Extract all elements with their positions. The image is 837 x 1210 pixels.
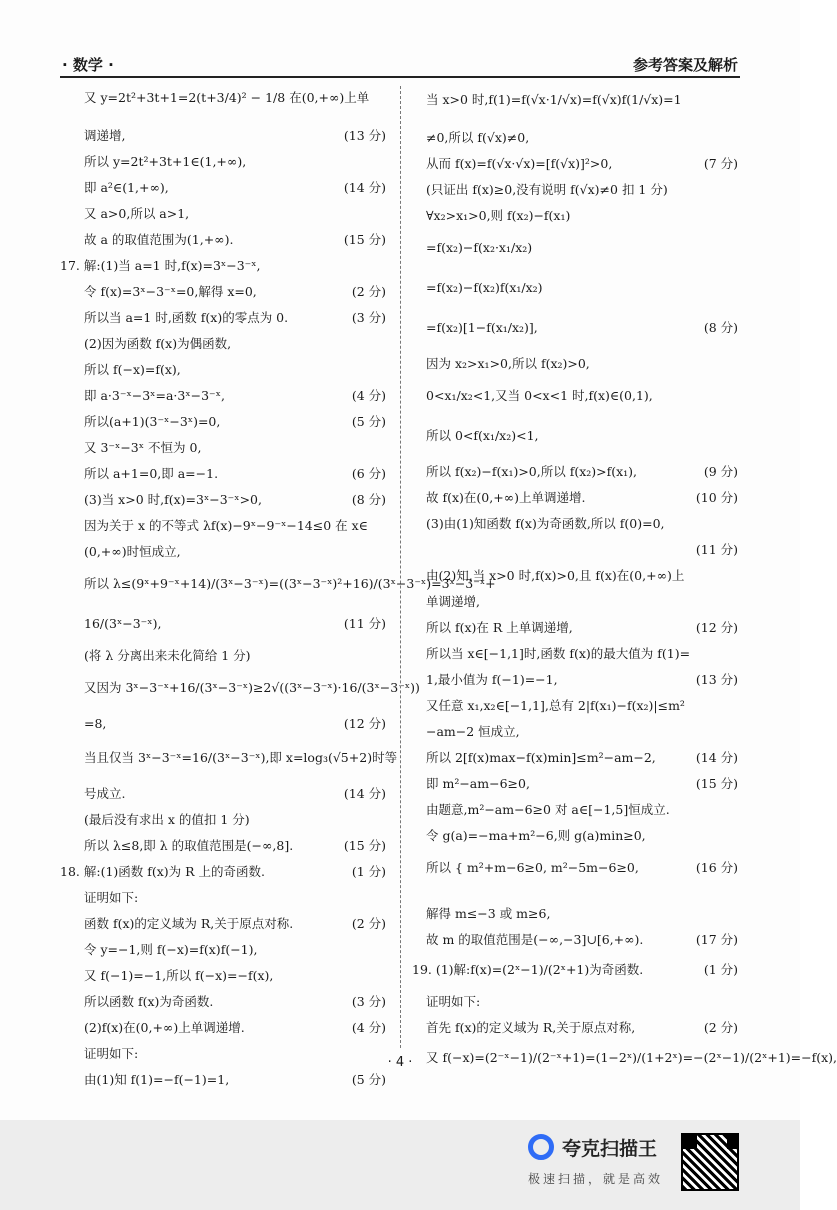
line-text: 证明如下: xyxy=(84,1046,139,1061)
line-text: (最后没有求出 x 的值扣 1 分) xyxy=(84,812,250,827)
score-mark: (10 分) xyxy=(695,490,738,505)
line-text: 从而 f(x)=f(√x·√x)=[f(√x)]²>0, xyxy=(426,156,613,171)
text-line xyxy=(60,968,390,986)
line-text: =8, xyxy=(84,716,107,731)
line-text: 所以 f(−x)=f(x), xyxy=(84,362,181,377)
line-text: 由(2)知,当 x>0 时,f(x)>0,且 f(x)在(0,+∞)上 xyxy=(426,568,685,583)
line-text: 又因为 3ˣ−3⁻ˣ+16/(3ˣ−3⁻ˣ)≥2√((3ˣ−3⁻ˣ)·16/(3ˣ−3⁻ˣ)) xyxy=(84,680,420,695)
text-line xyxy=(60,648,390,666)
text-line xyxy=(60,716,390,734)
score-mark: (2 分) xyxy=(703,1020,738,1035)
line-text: 所以(a+1)(3⁻ˣ−3ˣ)=0, xyxy=(84,414,221,429)
text-line xyxy=(60,890,390,908)
text-line xyxy=(60,258,390,276)
line-text: =f(x₂)−f(x₂)f(x₁/x₂) xyxy=(426,280,543,295)
text-line xyxy=(412,542,742,560)
score-mark: (14 分) xyxy=(695,750,738,765)
text-line xyxy=(60,232,390,250)
text-line xyxy=(60,362,390,380)
line-text: (只证出 f(x)≥0,没有说明 f(√x)≠0 扣 1 分) xyxy=(426,182,668,197)
text-line xyxy=(412,1020,742,1038)
text-line xyxy=(412,428,742,446)
brand-slogan: 极速扫描，就是高效 xyxy=(528,1172,664,1186)
score-mark: (2 分) xyxy=(351,916,386,931)
line-text: 所以 λ≤8,即 λ 的取值范围是(−∞,8]. xyxy=(84,838,294,853)
line-text: 令 y=−1,则 f(−x)=f(x)f(−1), xyxy=(84,942,258,957)
line-text: (3)当 x>0 时,f(x)=3ˣ−3⁻ˣ>0, xyxy=(84,492,262,507)
text-line xyxy=(60,336,390,354)
score-mark: (1 分) xyxy=(351,864,386,879)
line-text: 又 a>0,所以 a>1, xyxy=(84,206,190,221)
score-mark: (8 分) xyxy=(703,320,738,335)
line-text: 所以 y=2t²+3t+1∈(1,+∞), xyxy=(84,154,247,169)
score-mark: (5 分) xyxy=(351,1072,386,1087)
text-line xyxy=(60,864,390,882)
score-mark: (3 分) xyxy=(351,994,386,1009)
line-text: (3)由(1)知函数 f(x)为奇函数,所以 f(0)=0, xyxy=(426,516,665,531)
line-text: 当 x>0 时,f(1)=f(√x·1/√x)=f(√x)f(1/√x)=1 xyxy=(426,92,682,107)
text-line xyxy=(412,906,742,924)
line-text: ≠0,所以 f(√x)≠0, xyxy=(426,130,530,145)
line-text: 即 a²∈(1,+∞), xyxy=(84,180,169,195)
text-line xyxy=(412,776,742,794)
score-mark: (1 分) xyxy=(703,962,738,977)
line-text: 故 f(x)在(0,+∞)上单调递增. xyxy=(426,490,586,505)
score-mark: (13 分) xyxy=(343,128,386,143)
text-line xyxy=(60,786,390,804)
score-mark: (4 分) xyxy=(351,1020,386,1035)
score-mark: (4 分) xyxy=(351,388,386,403)
text-line xyxy=(412,620,742,638)
score-mark: (12 分) xyxy=(695,620,738,635)
text-line xyxy=(60,994,390,1012)
scanner-footer xyxy=(0,1120,800,1210)
scanner-logo xyxy=(528,1128,678,1198)
text-line xyxy=(412,156,742,174)
text-line xyxy=(60,576,496,594)
text-line xyxy=(60,1072,390,1090)
text-line xyxy=(412,802,742,820)
text-line xyxy=(60,414,390,432)
text-line xyxy=(412,208,742,226)
score-mark: (16 分) xyxy=(695,860,738,875)
text-line xyxy=(412,490,742,508)
text-line xyxy=(412,516,742,534)
text-line xyxy=(60,388,390,406)
text-line xyxy=(60,440,390,458)
text-line xyxy=(412,962,742,980)
text-line xyxy=(60,206,390,224)
line-text: 令 g(a)=−ma+m²−6,则 g(a)min≥0, xyxy=(426,828,646,843)
text-line xyxy=(412,182,742,200)
text-line xyxy=(60,180,390,198)
line-text: 所以 0<f(x₁/x₂)<1, xyxy=(426,428,539,443)
column-divider xyxy=(400,86,401,1048)
score-mark: (3 分) xyxy=(351,310,386,325)
text-line xyxy=(60,518,390,536)
text-line xyxy=(412,464,742,482)
line-text: 所以 λ≤(9ˣ+9⁻ˣ+14)/(3ˣ−3⁻ˣ)=((3ˣ−3⁻ˣ)²+16)/(3ˣ−3⁻ˣ)=3ˣ−3⁻ˣ+ xyxy=(84,576,496,591)
score-mark: (14 分) xyxy=(343,180,386,195)
line-text: 又 3⁻ˣ−3ˣ 不恒为 0, xyxy=(84,440,202,455)
text-line xyxy=(60,128,390,146)
text-line xyxy=(60,90,390,108)
text-line xyxy=(60,466,390,484)
score-mark: (14 分) xyxy=(343,786,386,801)
text-line xyxy=(60,284,390,302)
text-line xyxy=(412,646,742,664)
line-text: (2)f(x)在(0,+∞)上单调递增. xyxy=(84,1020,245,1035)
text-line xyxy=(60,154,390,172)
line-text: 由题意,m²−am−6≥0 对 a∈[−1,5]恒成立. xyxy=(426,802,670,817)
line-text: 号成立. xyxy=(84,786,126,801)
text-line xyxy=(412,698,742,716)
text-line xyxy=(60,750,398,768)
qr-code-icon xyxy=(681,1133,739,1191)
line-text: 又任意 x₁,x₂∈[−1,1],总有 2|f(x₁)−f(x₂)|≤m² xyxy=(426,698,685,713)
line-text: 故 a 的取值范围为(1,+∞). xyxy=(84,232,234,247)
brand-name: 夸克扫描王 xyxy=(562,1138,658,1160)
line-text: 故 m 的取值范围是(−∞,−3]∪[6,+∞). xyxy=(426,932,644,947)
line-text: 所以当 a=1 时,函数 f(x)的零点为 0. xyxy=(84,310,289,325)
score-mark: (6 分) xyxy=(351,466,386,481)
line-text: 又 f(−x)=(2⁻ˣ−1)/(2⁻ˣ+1)=(1−2ˣ)/(1+2ˣ)=−(2ˣ−1)/(2ˣ+1)=−f(x), xyxy=(426,1050,837,1065)
score-mark: (7 分) xyxy=(703,156,738,171)
line-text: =f(x₂)−f(x₂·x₁/x₂) xyxy=(426,240,533,255)
line-text: 16/(3ˣ−3⁻ˣ), xyxy=(84,616,162,631)
line-text: (将 λ 分离出来未化简给 1 分) xyxy=(84,648,251,663)
line-text: 当且仅当 3ˣ−3⁻ˣ=16/(3ˣ−3⁻ˣ),即 x=log₃(√5+2)时等 xyxy=(84,750,398,765)
line-text: 证明如下: xyxy=(426,994,481,1009)
text-line xyxy=(60,544,390,562)
page-number: · 4 · xyxy=(387,1055,413,1070)
line-text: 函数 f(x)的定义域为 R,关于原点对称. xyxy=(84,916,294,931)
line-text: 所以函数 f(x)为奇函数. xyxy=(84,994,214,1009)
line-text: 首先 f(x)的定义域为 R,关于原点对称, xyxy=(426,1020,636,1035)
section-title: 参考答案及解析 xyxy=(632,56,738,74)
text-line xyxy=(60,616,390,634)
score-mark: (11 分) xyxy=(695,542,738,557)
line-text: 令 f(x)=3ˣ−3⁻ˣ=0,解得 x=0, xyxy=(84,284,257,299)
text-line xyxy=(412,280,742,298)
score-mark: (8 分) xyxy=(351,492,386,507)
text-line xyxy=(412,860,742,878)
line-text: 证明如下: xyxy=(84,890,139,905)
text-line xyxy=(412,828,742,846)
text-line xyxy=(60,812,390,830)
text-line xyxy=(412,568,742,586)
line-text: ∀x₂>x₁>0,则 f(x₂)−f(x₁) xyxy=(426,208,571,223)
text-line xyxy=(412,750,742,768)
line-text: 单调递增, xyxy=(426,594,480,609)
text-line xyxy=(60,942,390,960)
text-line xyxy=(60,1020,390,1038)
line-text: 即 m²−am−6≥0, xyxy=(426,776,530,791)
score-mark: (2 分) xyxy=(351,284,386,299)
line-text: 又 y=2t²+3t+1=2(t+3/4)² − 1/8 在(0,+∞)上单 xyxy=(84,90,370,105)
text-line xyxy=(412,994,742,1012)
text-line xyxy=(60,838,390,856)
line-text: 即 a·3⁻ˣ−3ˣ=a·3ˣ−3⁻ˣ, xyxy=(84,388,225,403)
text-line xyxy=(412,672,742,690)
line-text: 18. 解:(1)函数 f(x)为 R 上的奇函数. xyxy=(60,864,266,879)
text-line xyxy=(412,932,742,950)
text-line xyxy=(60,310,390,328)
score-mark: (15 分) xyxy=(343,232,386,247)
score-mark: (12 分) xyxy=(343,716,386,731)
text-line xyxy=(412,594,742,612)
line-text: 又 f(−1)=−1,所以 f(−x)=−f(x), xyxy=(84,968,274,983)
line-text: 解得 m≤−3 或 m≥6, xyxy=(426,906,551,921)
line-text: 所以 f(x)在 R 上单调递增, xyxy=(426,620,573,635)
text-line xyxy=(60,916,390,934)
score-mark: (9 分) xyxy=(703,464,738,479)
text-line xyxy=(60,680,420,698)
score-mark: (17 分) xyxy=(695,932,738,947)
text-line xyxy=(412,388,742,406)
line-text: 0<x₁/x₂<1,又当 0<x<1 时,f(x)∈(0,1), xyxy=(426,388,653,403)
line-text: 1,最小值为 f(−1)=−1, xyxy=(426,672,558,687)
subject-label: · 数学 · xyxy=(62,56,114,74)
line-text: 所以 f(x₂)−f(x₁)>0,所以 f(x₂)>f(x₁), xyxy=(426,464,638,479)
text-line xyxy=(412,356,742,374)
score-mark: (15 分) xyxy=(343,838,386,853)
line-text: 所以 a+1=0,即 a=−1. xyxy=(84,466,219,481)
line-text: −am−2 恒成立, xyxy=(426,724,520,739)
text-line xyxy=(60,492,390,510)
score-mark: (5 分) xyxy=(351,414,386,429)
line-text: 调递增, xyxy=(84,128,126,143)
line-text: 所以 2[f(x)max−f(x)min]≤m²−am−2, xyxy=(426,750,656,765)
quark-logo-icon xyxy=(528,1134,554,1160)
text-line xyxy=(412,240,742,258)
page-header xyxy=(60,50,740,78)
line-text: 19. (1)解:f(x)=(2ˣ−1)/(2ˣ+1)为奇函数. xyxy=(412,962,644,977)
line-text: 所以 { m²+m−6≥0, m²−5m−6≥0, xyxy=(426,860,639,875)
line-text: 因为 x₂>x₁>0,所以 f(x₂)>0, xyxy=(426,356,590,371)
line-text: (2)因为函数 f(x)为偶函数, xyxy=(84,336,232,351)
score-mark: (13 分) xyxy=(695,672,738,687)
line-text: 由(1)知 f(1)=−f(−1)=1, xyxy=(84,1072,230,1087)
score-mark: (11 分) xyxy=(343,616,386,631)
text-line xyxy=(412,92,742,110)
line-text: 17. 解:(1)当 a=1 时,f(x)=3ˣ−3⁻ˣ, xyxy=(60,258,261,273)
line-text: 因为关于 x 的不等式 λf(x)−9ˣ−9⁻ˣ−14≤0 在 x∈ xyxy=(84,518,368,533)
text-line xyxy=(412,320,742,338)
score-mark: (15 分) xyxy=(695,776,738,791)
line-text: (0,+∞)时恒成立, xyxy=(84,544,181,559)
text-line xyxy=(412,130,742,148)
line-text: =f(x₂)[1−f(x₁/x₂)], xyxy=(426,320,538,335)
line-text: 所以当 x∈[−1,1]时,函数 f(x)的最大值为 f(1)= xyxy=(426,646,691,661)
text-line xyxy=(412,724,742,742)
